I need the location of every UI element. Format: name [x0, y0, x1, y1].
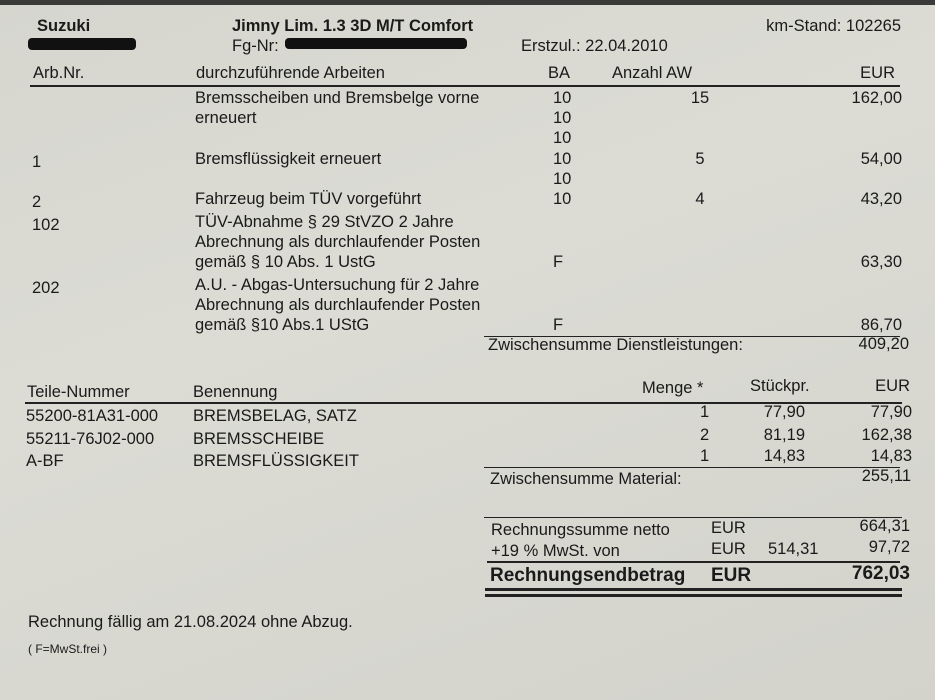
work-row-ba: 10	[553, 129, 572, 147]
work-row-desc: TÜV-Abnahme § 29 StVZO 2 Jahre	[195, 213, 454, 231]
work-row-nr: 202	[32, 279, 60, 297]
part-unit-price: 81,19	[763, 426, 805, 444]
work-row-eur: 43,20	[860, 190, 902, 208]
vat-base: 514,31	[768, 540, 819, 558]
part-name: BREMSBELAG, SATZ	[193, 407, 357, 425]
part-name: BREMSFLÜSSIGKEIT	[193, 452, 359, 470]
total-label: Rechnungsendbetrag	[490, 565, 686, 586]
photo-edge	[0, 0, 935, 5]
work-row-eur: 162,00	[851, 89, 902, 107]
net-label: Rechnungssumme netto	[491, 521, 670, 539]
col-qty: Menge *	[642, 379, 704, 397]
work-row-desc: erneuert	[195, 109, 257, 127]
material-subtotal-label: Zwischensumme Material:	[490, 470, 682, 488]
work-row-ba: F	[553, 253, 564, 271]
divider	[484, 517, 902, 518]
work-row-aw: 4	[695, 190, 705, 208]
col-price: Stückpr.	[750, 377, 810, 395]
col-name: Benennung	[193, 383, 278, 401]
double-underline	[485, 588, 902, 591]
part-number: 55200-81A31-000	[26, 407, 159, 425]
total-currency: EUR	[711, 565, 752, 586]
part-qty: 2	[700, 426, 710, 444]
net-amount: 664,31	[859, 517, 910, 535]
part-qty: 1	[700, 447, 710, 465]
double-underline	[485, 594, 902, 597]
part-unit-price: 77,90	[763, 403, 805, 421]
work-row-ba: 10	[553, 170, 572, 188]
part-unit-price: 14,83	[763, 447, 805, 465]
vat-currency: EUR	[711, 540, 746, 558]
col-parts-eur: EUR	[875, 377, 910, 395]
work-row-desc: Abrechnung als durchlaufender Posten	[195, 233, 481, 251]
work-row-aw: 5	[695, 150, 705, 168]
due-note: Rechnung fällig am 21.08.2024 ohne Abzug.	[28, 613, 353, 631]
legend-note: ( F=MwSt.frei )	[28, 642, 108, 656]
col-ba: BA	[548, 64, 571, 82]
vat-amount: 97,72	[868, 538, 910, 556]
redacted-vin	[285, 38, 467, 49]
work-row-desc: gemäß §10 Abs.1 UStG	[195, 316, 370, 334]
work-row-ba: 10	[553, 190, 572, 208]
divider	[30, 85, 900, 87]
total-amount: 762,03	[851, 563, 910, 584]
part-number: 55211-76J02-000	[26, 430, 155, 448]
col-eur: EUR	[860, 64, 895, 82]
mileage: km-Stand: 102265	[766, 17, 901, 35]
vin-label: Fg-Nr:	[232, 37, 279, 55]
work-row-ba: 10	[553, 89, 572, 107]
col-aw: Anzahl AW	[612, 64, 693, 82]
work-row-desc: Bremsscheiben und Bremsbelge vorne	[195, 89, 480, 107]
part-total: 162,38	[861, 426, 912, 444]
work-row-desc: A.U. - Abgas-Untersuchung für 2 Jahre	[195, 276, 480, 294]
part-number: A-BF	[26, 452, 64, 470]
work-subtotal: 409,20	[858, 335, 909, 353]
divider	[487, 561, 900, 563]
work-row-desc: Abrechnung als durchlaufender Posten	[195, 296, 481, 314]
work-subtotal-label: Zwischensumme Dienstleistungen:	[488, 336, 743, 354]
divider	[484, 467, 900, 468]
redacted-customer	[28, 38, 136, 50]
col-arbnr: Arb.Nr.	[33, 64, 85, 82]
net-currency: EUR	[711, 519, 746, 537]
work-row-ba: F	[553, 316, 564, 334]
work-row-ba: 10	[553, 150, 572, 168]
work-row-ba: 10	[553, 109, 572, 127]
work-row-desc: Bremsflüssigkeit erneuert	[195, 150, 382, 168]
part-total: 77,90	[870, 403, 912, 421]
vehicle-make: Suzuki	[37, 17, 91, 35]
part-qty: 1	[700, 403, 710, 421]
vehicle-model: Jimny Lim. 1.3 3D M/T Comfort	[232, 17, 474, 35]
work-row-desc: Fahrzeug beim TÜV vorgeführt	[195, 190, 422, 208]
first-registration: Erstzul.: 22.04.2010	[521, 37, 668, 55]
vat-label: +19 % MwSt. von	[491, 542, 620, 560]
col-work: durchzuführende Arbeiten	[196, 64, 385, 82]
work-row-desc: gemäß § 10 Abs. 1 UstG	[195, 253, 376, 271]
material-subtotal: 255,11	[861, 467, 911, 485]
work-row-eur: 63,30	[860, 253, 902, 271]
work-row-eur: 86,70	[860, 316, 902, 334]
work-row-aw: 15	[690, 89, 710, 107]
work-row-nr: 102	[32, 216, 60, 234]
part-total: 14,83	[870, 447, 912, 465]
work-row-nr: 2	[32, 193, 42, 211]
col-partnr: Teile-Nummer	[27, 383, 130, 401]
work-row-eur: 54,00	[860, 150, 902, 168]
work-row-nr: 1	[32, 153, 42, 171]
part-name: BREMSSCHEIBE	[193, 430, 325, 448]
